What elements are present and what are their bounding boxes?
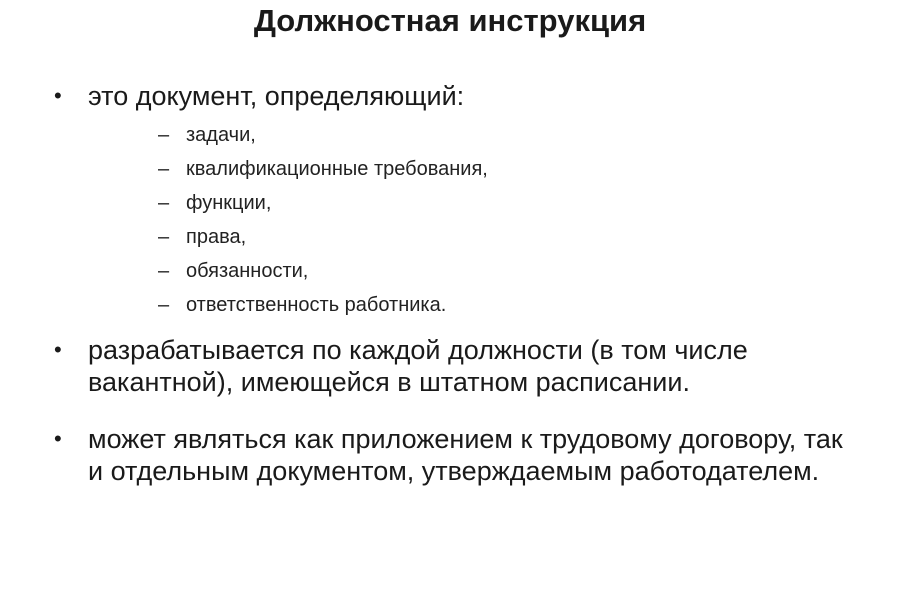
dash-marker: – [158,226,170,248]
sublist-item [158,254,488,288]
dash-marker: – [158,260,170,282]
bullet-text: это документ, определяющий: [88,81,465,111]
dash-marker: – [158,192,170,214]
dash-marker: – [158,158,170,180]
bullet-text: разрабатывается по каждой должности (в том числе вакантной), имеющейся в штатном расписании. [88,335,748,397]
bullet-item-definition [54,80,854,112]
sublist-item-text: ответственность работника. [186,294,447,316]
sublist-item-text: функции, [186,192,272,214]
sublist-item-text: квалификационные требования, [186,158,488,180]
bullet-marker: • [54,426,62,451]
sublist-item-text: права, [186,226,247,248]
sublist-item [158,118,488,152]
definition-sublist [158,118,488,322]
bullet-marker: • [54,83,62,108]
dash-marker: – [158,124,170,146]
bullet-item-development [54,334,854,398]
sublist-item [158,152,488,186]
sublist-item-text: обязанности, [186,260,309,282]
sublist-item [158,288,488,322]
bullet-item-status [54,423,854,487]
bullet-marker: • [54,337,62,362]
sublist-item-text: задачи, [186,124,256,146]
sublist-item [158,186,488,220]
page-title: Должностная инструкция [253,3,647,38]
sublist-item [158,220,488,254]
dash-marker: – [158,294,170,316]
bullet-text: может являться как приложением к трудовому договору, так и отдельным документом, утверждаемым работодателем. [88,424,843,486]
